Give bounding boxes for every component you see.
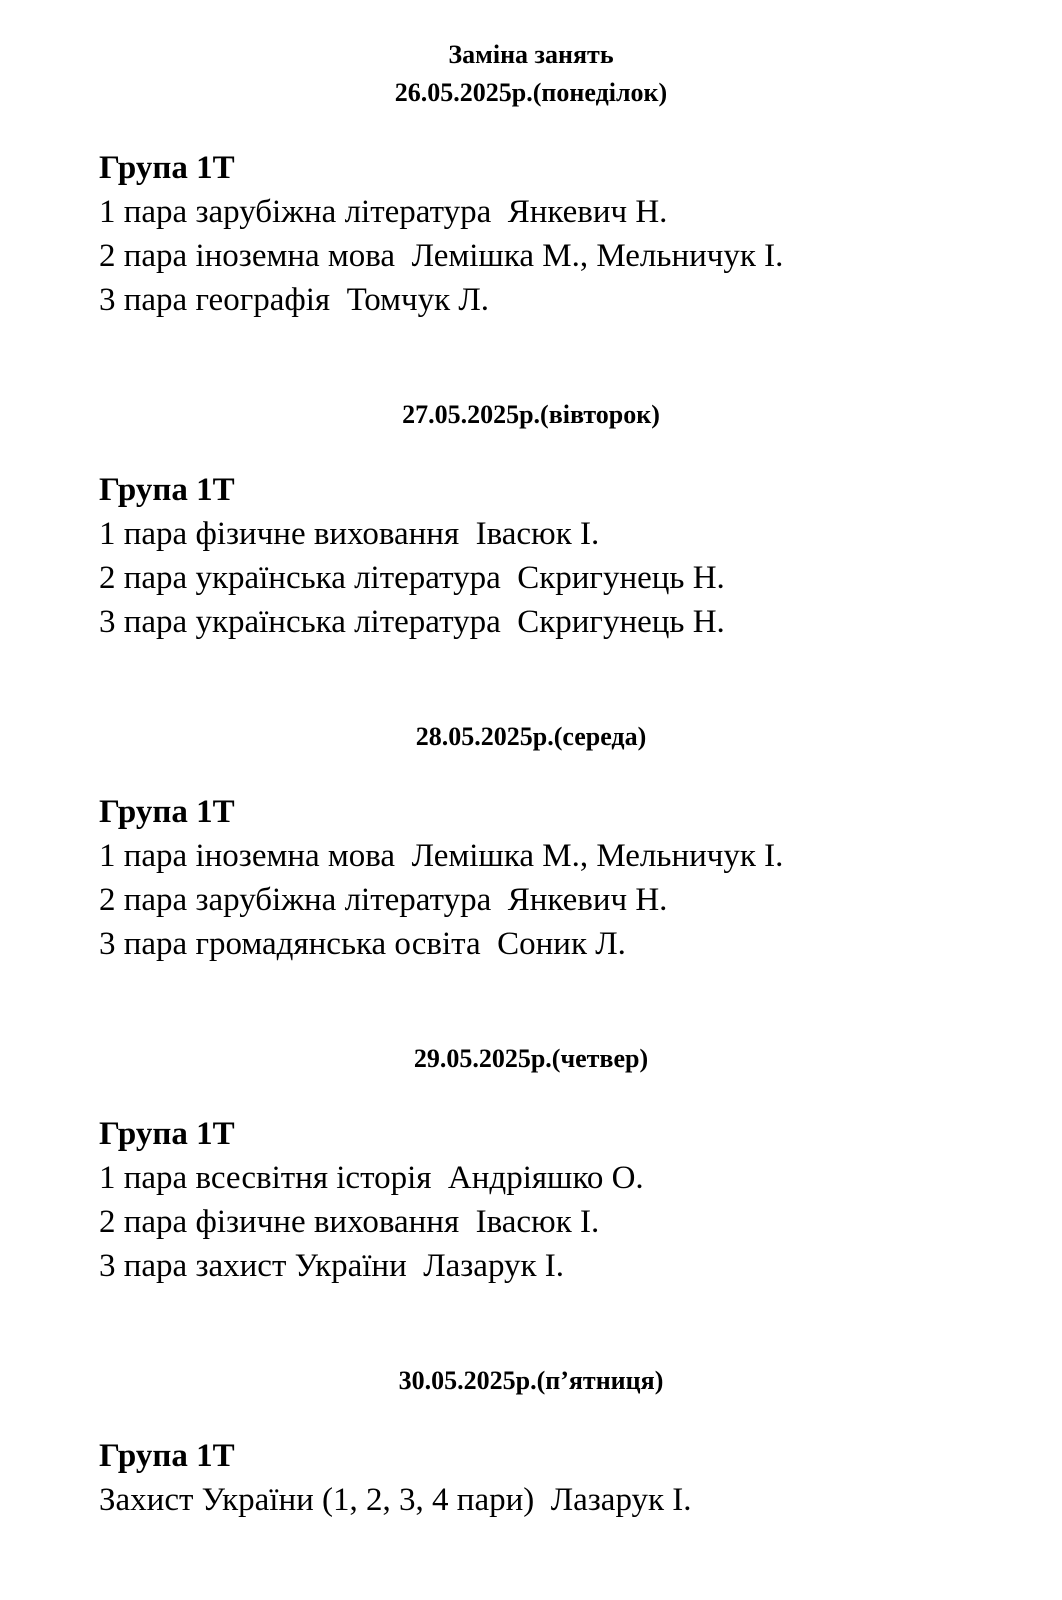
day-block-tuesday <box>99 396 1062 644</box>
lesson-line: 3 пара українська література Скригунець Н. <box>99 604 725 640</box>
date-heading: 26.05.2025р.(понеділок) <box>394 78 668 107</box>
day-block-friday <box>99 1362 1062 1522</box>
day-block-wednesday <box>99 718 1062 966</box>
group-heading: Група 1Т <box>99 1116 235 1152</box>
day-block-monday <box>99 74 1062 322</box>
lesson-line: 1 пара іноземна мова Лемішка М., Мельничук І. <box>99 838 784 874</box>
lesson-line: 1 пара всесвітня історія Андріяшко О. <box>99 1160 644 1196</box>
lesson-line: 3 пара громадянська освіта Соник Л. <box>99 926 626 962</box>
lesson-line: 2 пара фізичне виховання Івасюк І. <box>99 1204 600 1240</box>
lesson-line: 2 пара іноземна мова Лемішка М., Мельничук І. <box>99 238 784 274</box>
day-block-thursday <box>99 1040 1062 1288</box>
lesson-line: Захист України (1, 2, 3, 4 пари) Лазарук І. <box>99 1482 692 1518</box>
document-title: Заміна занять <box>448 40 614 69</box>
date-heading: 30.05.2025р.(п’ятниця) <box>398 1366 664 1395</box>
lesson-line: 3 пара географія Томчук Л. <box>99 282 490 318</box>
lesson-line: 3 пара захист України Лазарук І. <box>99 1248 565 1284</box>
lesson-line: 2 пара зарубіжна література Янкевич Н. <box>99 882 668 918</box>
lesson-line: 2 пара українська література Скригунець Н. <box>99 560 725 596</box>
group-heading: Група 1Т <box>99 794 235 830</box>
group-heading: Група 1Т <box>99 150 235 186</box>
lesson-line: 1 пара зарубіжна література Янкевич Н. <box>99 194 668 230</box>
date-heading: 28.05.2025р.(середа) <box>415 722 647 751</box>
group-heading: Група 1Т <box>99 472 235 508</box>
group-heading: Група 1Т <box>99 1438 235 1474</box>
date-heading: 29.05.2025р.(четвер) <box>413 1044 649 1073</box>
lesson-line: 1 пара фізичне виховання Івасюк І. <box>99 516 600 552</box>
date-heading: 27.05.2025р.(вівторок) <box>402 400 660 429</box>
